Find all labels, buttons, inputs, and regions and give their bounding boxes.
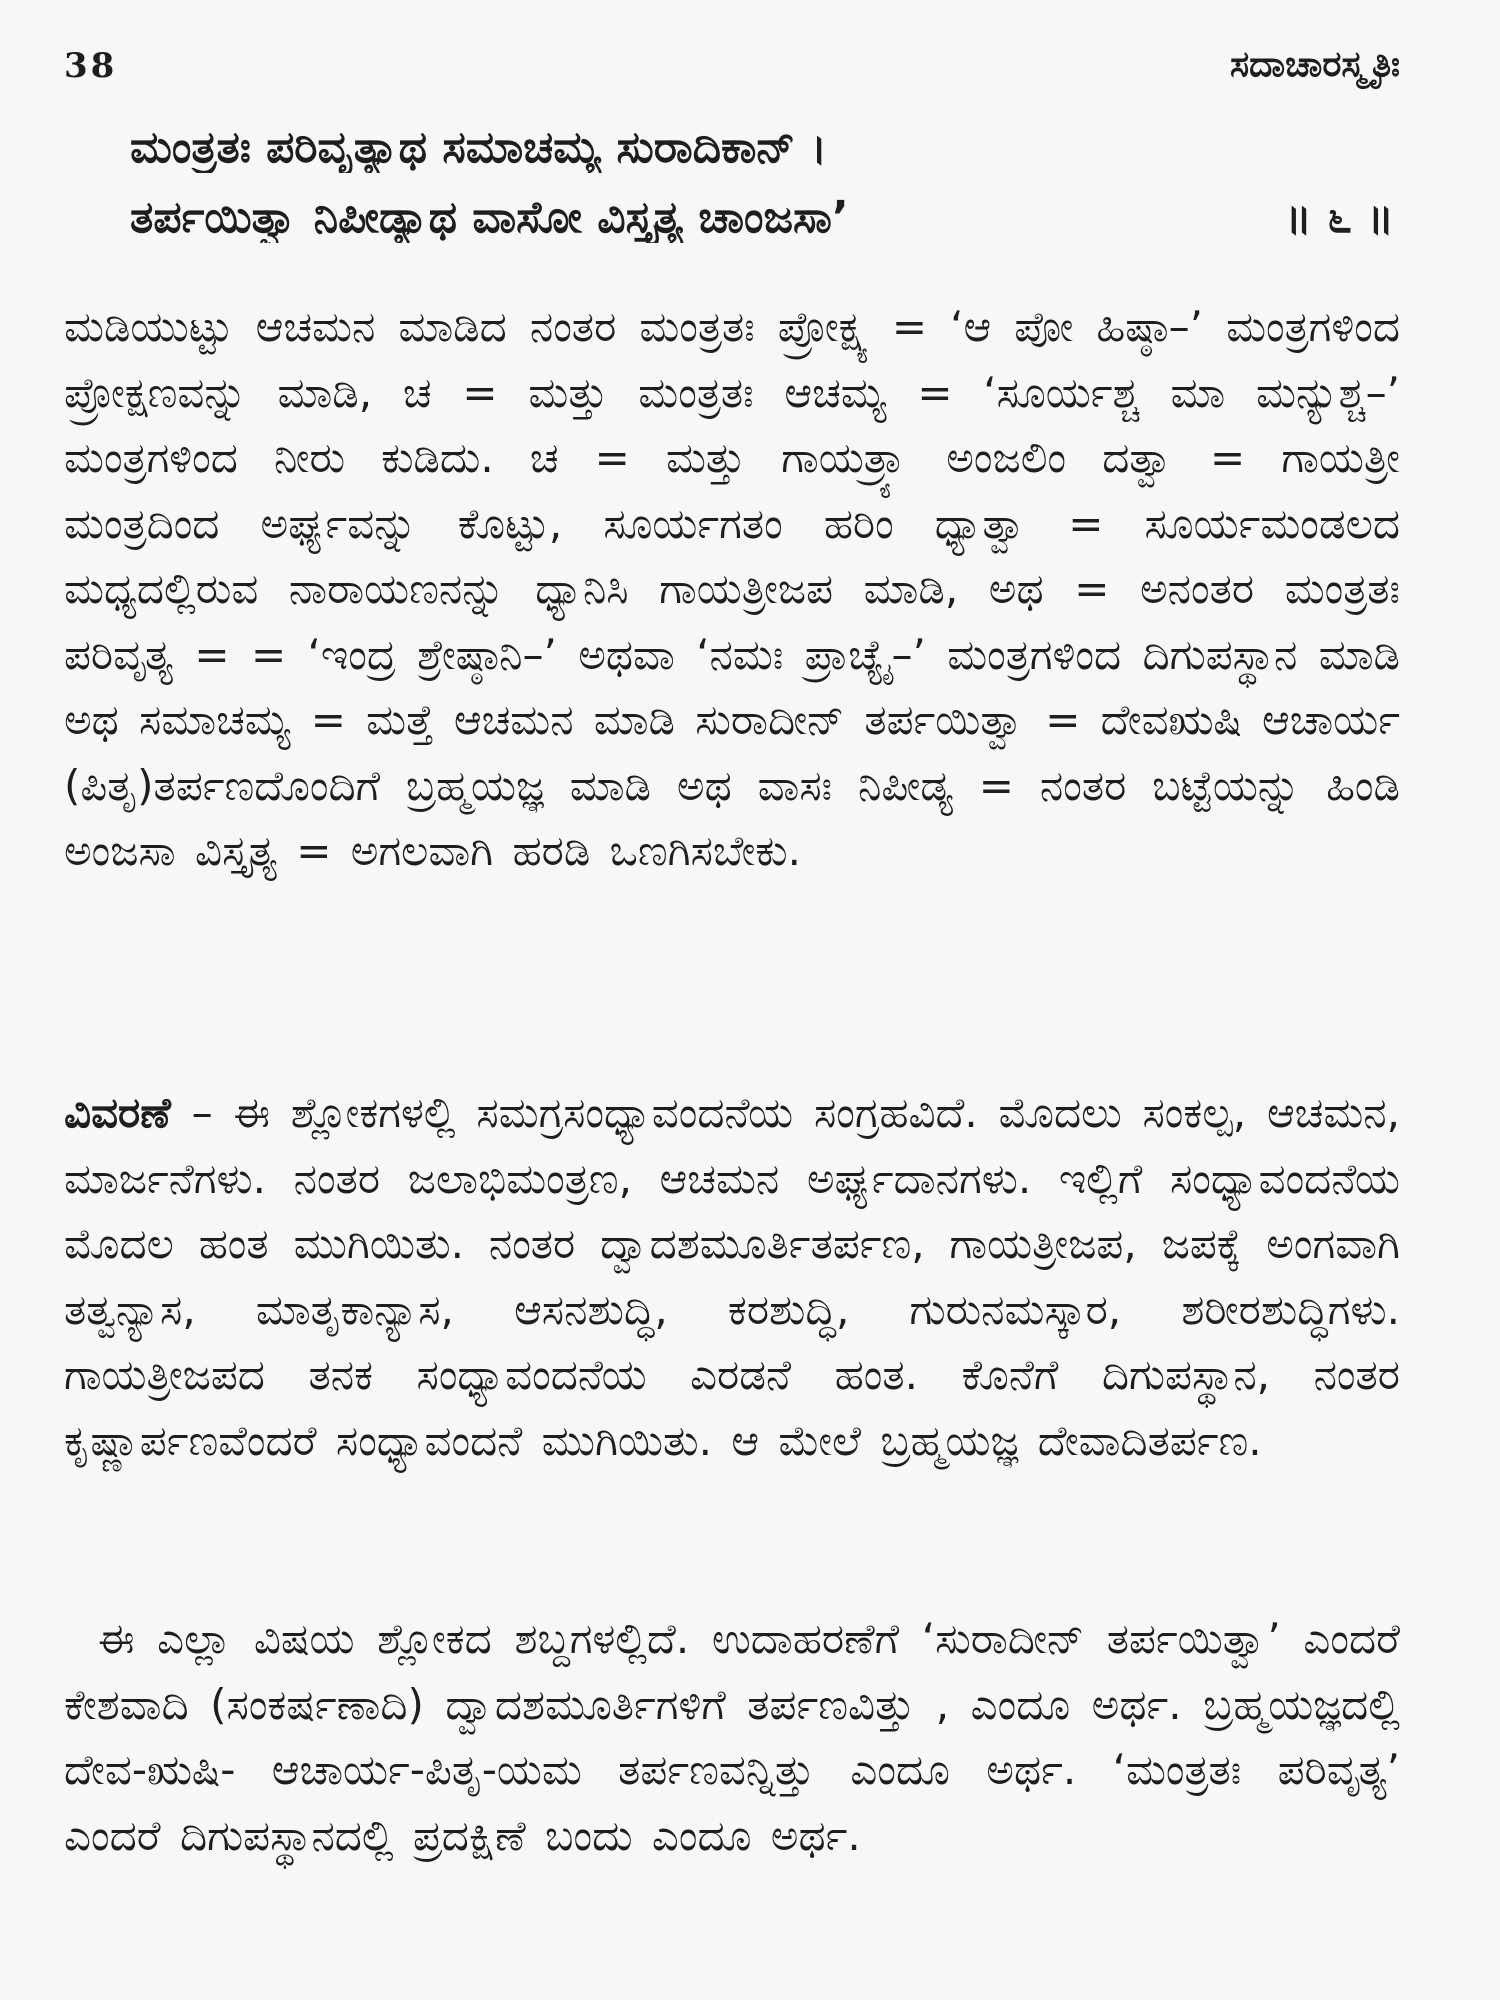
explanation-paragraph — [64, 1080, 1400, 1610]
word-meaning-paragraph: ಮಡಿಯುಟ್ಟು ಆಚಮನ ಮಾಡಿದ ನಂತರ ಮಂತ್ರತಃ ಪ್ರೋಕ್ಷ್ಯ = ‘ಆ ಪೋ ಹಿಷ್ಠಾ–’ ಮಂತ್ರಗಳಿಂದ ಪ್ರೋಕ್ಷಣವನ್ನು ಮಾಡಿ, ಚ = ಮತ್ತು ಮಂತ್ರತಃ ಆಚಮ್ಯ = ‘ಸೂರ್ಯಶ್ಚ ಮಾ ಮನ್ಯುಶ್ಚ–’ ಮಂತ್ರಗಳಿಂದ ನೀರು ಕುಡಿದು. ಚ = ಮತ್ತು ಗಾಯತ್ರ್ಯಾ ಅಂಜಲಿಂ ದತ್ವಾ = ಗಾಯತ್ರೀ ಮಂತ್ರದಿಂದ ಅರ್ಘ್ಯವನ್ನು ಕೊಟ್ಟು, ಸೂರ್ಯಗತಂ ಹರಿಂ ಧ್ಯಾತ್ವಾ = ಸೂರ್ಯಮಂಡಲದ ಮಧ್ಯದಲ್ಲಿರುವ ನಾರಾಯಣನನ್ನು ಧ್ಯಾನಿಸಿ ಗಾಯತ್ರೀಜಪ ಮಾಡಿ, ಅಥ = ಅನಂತರ ಮಂತ್ರತಃ ಪರಿವೃತ್ಯ = = ‘ಇಂದ್ರ ಶ್ರೇಷ್ಠಾನಿ–’ ಅಥವಾ ‘ನಮಃ ಪ್ರಾಚ್ಯೈ–’ ಮಂತ್ರಗಳಿಂದ ದಿಗುಪಸ್ಥಾನ ಮಾಡಿ ಅಥ ಸಮಾಚಮ್ಯ = ಮತ್ತೆ ಆಚಮನ ಮಾಡಿ ಸುರಾದೀನ್ ತರ್ಪಯಿತ್ವಾ = ದೇವಋಷಿ ಆಚಾರ್ಯ (ಪಿತೃ)ತರ್ಪಣದೊಂದಿಗೆ ಬ್ರಹ್ಮಯಜ್ಞ ಮಾಡಿ ಅಥ ವಾಸಃ ನಿಪೀಡ್ಯ = ನಂತರ ಬಟ್ಟೆಯನ್ನು ಹಿಂಡಿ ಅಂಜಸಾ ವಿಸ್ತೃತ್ಯ = ಅಗಲವಾಗಿ ಹರಡಿ ಒಣಗಿಸಬೇಕು. — [64, 302, 1400, 875]
verse-line-1: ಮಂತ್ರತಃ ಪರಿವೃತ್ಯಾಥ ಸಮಾಚಮ್ಯ ಸುರಾದಿಕಾನ್ । — [130, 122, 828, 173]
page-number: 38 — [64, 46, 118, 86]
running-header-title: ಸದಾಚಾರಸ್ಮೃತಿಃ — [1230, 44, 1400, 85]
verse-line-2: ತರ್ಪಯಿತ್ವಾ ನಿಪೀಡ್ಯಾಥ ವಾಸೋ ವಿಸ್ತೃತ್ಯ ಚಾಂಜಸಾ’ — [130, 192, 849, 243]
closing-paragraph: ಈ ಎಲ್ಲಾ ವಿಷಯ ಶ್ಲೋಕದ ಶಬ್ದಗಳಲ್ಲಿದೆ. ಉದಾಹರಣೆಗೆ ‘ಸುರಾದೀನ್ ತರ್ಪಯಿತ್ವಾ’ ಎಂದರೆ ಕೇಶವಾದಿ (ಸಂಕರ್ಷಣಾದಿ) ದ್ವಾದಶಮೂರ್ತಿಗಳಿಗೆ ತರ್ಪಣವಿತ್ತು , ಎಂದೂ ಅರ್ಥ. ಬ್ರಹ್ಮಯಜ್ಞದಲ್ಲಿ ದೇವ-ಋಷಿ- ಆಚಾರ್ಯ-ಪಿತೃ-ಯಮ ತರ್ಪಣವನ್ನಿತ್ತು ಎಂದೂ ಅರ್ಥ. ‘ಮಂತ್ರತಃ ಪರಿವೃತ್ಯ’ ಎಂದರೆ ದಿಗುಪಸ್ಥಾನದಲ್ಲಿ ಪ್ರದಕ್ಷಿಣೆ ಬಂದು ಎಂದೂ ಅರ್ಥ. — [64, 1614, 1400, 1860]
verse-number: ॥ ೬ ॥ — [1285, 192, 1394, 243]
explanation-text: – ಈ ಶ್ಲೋಕಗಳಲ್ಲಿ ಸಮಗ್ರಸಂಧ್ಯಾವಂದನೆಯ ಸಂಗ್ರಹವಿದೆ. ಮೊದಲು ಸಂಕಲ್ಪ, ಆಚಮನ, ಮಾರ್ಜನೆಗಳು. ನಂತರ ಜಲಾಭಿಮಂತ್ರಣ, ಆಚಮನ ಅರ್ಘ್ಯದಾನಗಳು. ಇಲ್ಲಿಗೆ ಸಂಧ್ಯಾವಂದನೆಯ ಮೊದಲ ಹಂತ ಮುಗಿಯಿತು. ನಂತರ ದ್ವಾದಶಮೂರ್ತಿತರ್ಪಣ, ಗಾಯತ್ರೀಜಪ, ಜಪಕ್ಕೆ ಅಂಗವಾಗಿ ತತ್ವನ್ಯಾಸ, ಮಾತೃಕಾನ್ಯಾಸ, ಆಸನಶುದ್ಧಿ, ಕರಶುದ್ಧಿ, ಗುರುನಮಸ್ಕಾರ, ಶರೀರಶುದ್ಧಿಗಳು. ಗಾಯತ್ರೀಜಪದ ತನಕ ಸಂಧ್ಯಾವಂದನೆಯ ಎರಡನೆ ಹಂತ. ಕೊನೆಗೆ ದಿಗುಪಸ್ಥಾನ, ನಂತರ ಕೃಷ್ಣಾರ್ಪಣವೆಂದರೆ ಸಂಧ್ಯಾವಂದನೆ ಮುಗಿಯಿತು. ಆ ಮೇಲೆ ಬ್ರಹ್ಮಯಜ್ಞ ದೇವಾದಿತರ್ಪಣ. — [64, 1088, 1400, 1465]
vivarane-label: ವಿವರಣೆ — [64, 1088, 171, 1137]
